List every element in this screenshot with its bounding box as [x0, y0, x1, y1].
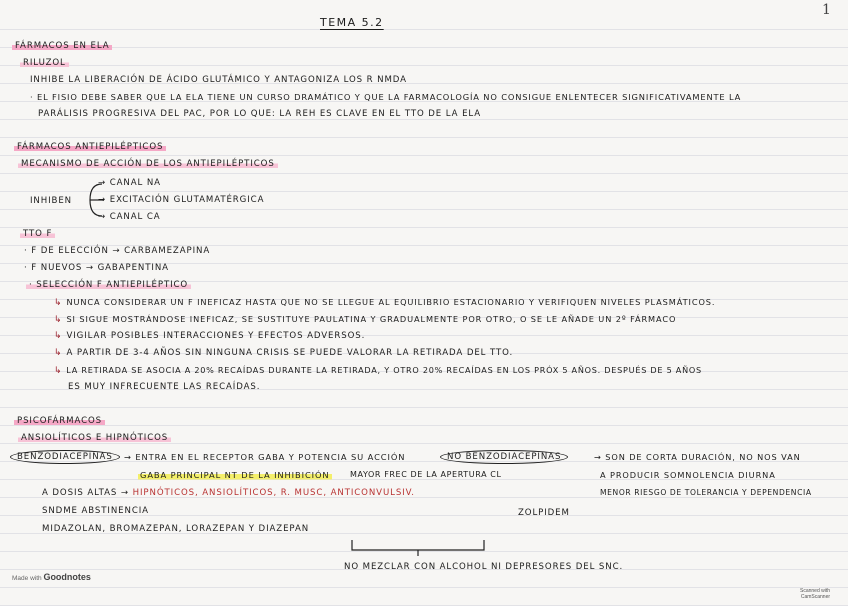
subarrow-icon: ↳ [54, 366, 63, 376]
f-nuevos: · F NUEVOS → GABAPENTINA [24, 263, 169, 273]
rule-4: ↳ A PARTIR DE 3-4 AÑOS SIN NINGUNA CRISIS SE PUEDE VALORAR LA RETIRADA DEL TTO. [54, 348, 514, 358]
no-benzodiacepinas-label: NO BENZODIACEPINAS [440, 452, 568, 462]
no-benzo-desc-2: A PRODUCIR SOMNOLENCIA DIURNA [600, 470, 776, 480]
warning-bracket [348, 538, 488, 558]
f-eleccion: · F DE ELECCIÓN → CARBAMEZAPINA [24, 246, 211, 256]
seleccion-heading: · SELECCIÓN F ANTIEPILÉPTICO [26, 280, 191, 290]
riluzol-label: RILUZOL [20, 58, 69, 68]
zolpidem-label: ZOLPIDEM [518, 508, 570, 518]
no-benzo-desc-3: MENOR RIESGO DE TOLERANCIA Y DEPENDENCIA [600, 488, 812, 497]
subarrow-icon: ↳ [54, 298, 63, 308]
rule-3: ↳ VIGILAR POSIBLES INTERACCIONES Y EFECTOS ADVERSOS. [54, 331, 366, 341]
benzo-description: → ENTRA EN EL RECEPTOR GABA Y POTENCIA SU ACCIÓN [124, 452, 406, 462]
goodnotes-watermark: Made with Goodnotes [12, 572, 91, 582]
rule-5-cont: ES MUY INFRECUENTE LAS RECAÍDAS. [68, 382, 261, 392]
page-number: 1 [822, 2, 831, 18]
sindrome-abstinencia: SNDME ABSTINENCIA [42, 506, 149, 516]
camscanner-watermark: Scanned with CamScanner [800, 588, 831, 600]
ela-line-3: PARÁLISIS PROGRESIVA DEL PAC, POR LO QUE: LA REH ES CLAVE EN EL TTO DE LA ELA [38, 109, 482, 119]
benzodiacepinas-label: BENZODIACEPINAS [10, 452, 120, 462]
warning-bracket-line [352, 540, 484, 550]
subarrow-icon: ↳ [54, 315, 63, 325]
branch-canal-ca: → CANAL CA [98, 212, 161, 222]
ela-heading: FÁRMACOS EN ELA [12, 41, 112, 51]
ela-line-1: INHIBE LA LIBERACIÓN DE ÁCIDO GLUTÁMICO Y ANTAGONIZA LOS R NMDA [30, 75, 407, 85]
mecanismo-heading: MECANISMO DE ACCIÓN DE LOS ANTIEPILÉPTICOS [18, 159, 278, 169]
gaba-principal: GABA PRINCIPAL NT DE LA INHIBICIÓN [140, 470, 330, 480]
inhiben-label: INHIBEN [30, 196, 73, 206]
subarrow-icon: ↳ [54, 348, 63, 358]
alcohol-warning: NO MEZCLAR CON ALCOHOL NI DEPRESORES DEL SNC. [344, 562, 624, 572]
benzo-examples: MIDAZOLAN, BROMAZEPAN, LORAZEPAN Y DIAZEPAN [42, 524, 310, 534]
dosis-altas: A DOSIS ALTAS → HIPNÓTICOS, ANSIOLÍTICOS, R. MUSC, ANTICONVULSIV. [42, 488, 415, 498]
antiepilepticos-heading: FÁRMACOS ANTIEPILÉPTICOS [14, 142, 166, 152]
ansioliticos-heading: ANSIOLÍTICOS E HIPNÓTICOS [18, 433, 171, 443]
branch-canal-na: → CANAL NA [98, 178, 161, 188]
page-title: TEMA 5.2 [320, 16, 384, 29]
rule-1: ↳ NUNCA CONSIDERAR UN F INEFICAZ HASTA QUE NO SE LLEGUE AL EQUILIBRIO ESTACIONARIO Y VERIFIQUEN NIVELES PLASMÁTICOS. [54, 297, 716, 308]
mayor-frecuencia: MAYOR FREC DE LA APERTURA CL [350, 470, 502, 479]
tto-heading: TTO F [20, 229, 55, 239]
rule-2: ↳ SI SIGUE MOSTRÁNDOSE INEFICAZ, SE SUSTITUYE PAULATINA Y GRADUALMENTE POR OTRO, O SE LE AÑADE UN 2º FÁRMACO [54, 314, 677, 325]
subarrow-icon: ↳ [54, 331, 63, 341]
ela-line-2: · EL FISIO DEBE SABER QUE LA ELA TIENE UN CURSO DRAMÁTICO Y QUE LA FARMACOLOGÍA NO CONSIGUE ENLENTECER SIGNIFICATIVAMENTE LA [30, 92, 742, 102]
psicofarmacos-heading: PSICOFÁRMACOS [14, 416, 105, 426]
rule-5: ↳ LA RETIRADA SE ASOCIA A 20% RECAÍDAS DURANTE LA RETIRADA, Y OTRO 20% RECAÍDAS EN LOS PRÓX 5 AÑOS. DESPUÉS DE 5 AÑOS [54, 365, 702, 376]
no-benzo-desc-1: → SON DE CORTA DURACIÓN, NO NOS VAN [594, 452, 801, 462]
branch-excitacion: → EXCITACIÓN GLUTAMATÉRGICA [98, 195, 265, 205]
